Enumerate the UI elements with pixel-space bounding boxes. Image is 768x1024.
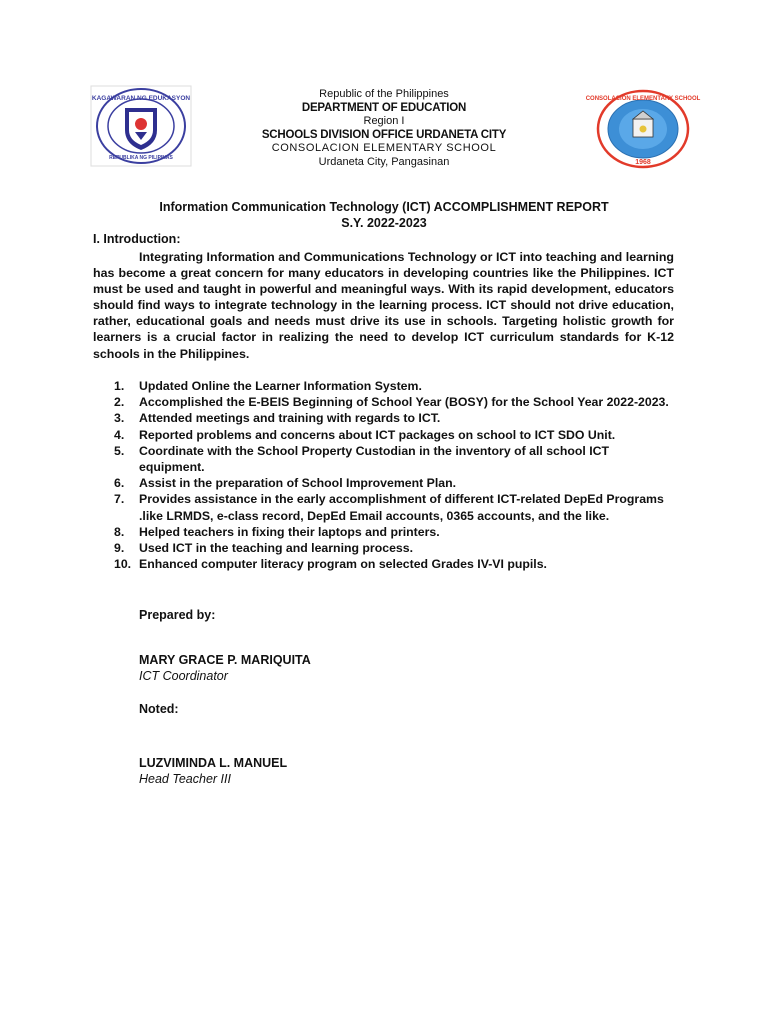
list-item-text: Helped teachers in fixing their laptops and printers. — [139, 524, 440, 539]
list-item — [114, 394, 674, 410]
prepared-by-label: Prepared by: — [139, 608, 216, 622]
preparer-title: ICT Coordinator — [139, 669, 228, 683]
list-item-text: Attended meetings and training with regards to ICT. — [139, 411, 441, 426]
list-item-number: 9. — [114, 541, 125, 556]
list-item-number: 1. — [114, 379, 125, 393]
list-item-text: Reported problems and concerns about ICT packages on school to ICT SDO Unit. — [139, 427, 616, 442]
svg-text:1968: 1968 — [635, 159, 651, 166]
list-item — [114, 443, 674, 475]
school-year: S.Y. 2022-2023 — [341, 216, 427, 230]
list-item-text: Updated Online the Learner Information System. — [139, 379, 422, 393]
list-item-number: 4. — [114, 427, 125, 442]
introduction-paragraph: Integrating Information and Communications Technology or ICT into teaching and learning has become a great concern for many educators in developing countries like the Philippines. ICT must be used and taught in powerful and meaningful ways. With its rapid development, educators should find ways to integrate technology in the learning process. ICT should not drive education, rather, educational goals and needs must drive its use in schools. Targeting holistic growth for learners is a crucial factor in realizing the need to develop ICT curriculum standards for K-12 schools in the Philippines. — [93, 250, 674, 361]
list-item — [114, 427, 674, 443]
list-item-text: Accomplished the E-BEIS Beginning of School Year (BOSY) for the School Year 2022-2023. — [139, 395, 669, 410]
region-line: Region I — [363, 115, 405, 127]
list-item — [114, 556, 674, 572]
list-item-number: 7. — [114, 492, 125, 507]
list-item-number: 3. — [114, 411, 125, 426]
list-item-text: Enhanced computer literacy program on selected Grades IV-VI pupils. — [139, 557, 547, 572]
list-item-number: 10. — [114, 557, 132, 572]
svg-text:KAGAWARAN NG EDUKASYON: KAGAWARAN NG EDUKASYON — [91, 95, 191, 102]
list-item-number: 5. — [114, 443, 125, 458]
department-line: DEPARTMENT OF EDUCATION — [301, 101, 467, 114]
svg-text:REPUBLIKA NG PILIPINAS: REPUBLIKA NG PILIPINAS — [109, 155, 173, 161]
noter-title: Head Teacher III — [139, 772, 231, 786]
introduction-heading: I. Introduction: — [93, 232, 181, 246]
list-item-text: Provides assistance in the early accomplishment of different ICT-related DepEd Programs .like LRMDS, e-class record, DepEd Email accounts, 0365 accounts, and the like. — [139, 492, 664, 523]
svg-text:CONSOLACION ELEMENTARY SCHOOL: CONSOLACION ELEMENTARY SCHOOL — [585, 96, 701, 102]
list-item-number: 2. — [114, 395, 125, 410]
noter-name: LUZVIMINDA L. MANUEL — [139, 756, 288, 770]
division-line: SCHOOLS DIVISION OFFICE URDANETA CITY — [261, 128, 507, 141]
list-item — [114, 540, 674, 556]
list-item-text: Assist in the preparation of School Improvement Plan. — [139, 476, 457, 491]
list-item-number: 8. — [114, 524, 125, 539]
address-line: Urdaneta City, Pangasinan — [318, 155, 450, 168]
list-item-number: 6. — [114, 476, 125, 491]
preparer-name: MARY GRACE P. MARIQUITA — [139, 653, 311, 667]
list-item — [114, 378, 674, 394]
report-title: Information Communication Technology (ICT) ACCOMPLISHMENT REPORT — [159, 200, 609, 214]
list-item-text: Coordinate with the School Property Custodian in the inventory of all school ICT equipment. — [139, 443, 610, 475]
school-line: CONSOLACION ELEMENTARY SCHOOL — [271, 142, 497, 154]
list-item — [114, 491, 674, 523]
noted-by-label: Noted: — [139, 702, 179, 716]
list-item — [114, 410, 674, 426]
report-title-block — [0, 199, 768, 231]
accomplishment-list — [114, 378, 674, 572]
list-item-text: Used ICT in the teaching and learning process. — [139, 541, 414, 556]
school-seal-logo — [585, 89, 701, 169]
list-item — [114, 524, 674, 540]
republic-line: Republic of the Philippines — [319, 88, 449, 100]
list-item — [114, 475, 674, 491]
